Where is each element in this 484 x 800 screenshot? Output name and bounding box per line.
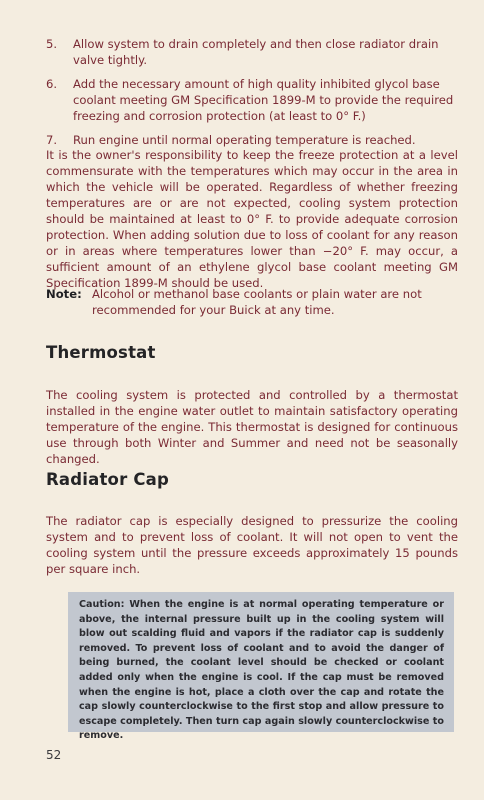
caution-box: Caution: When the engine is at normal operating temperature or above, the internal pressure built up in the cooling system will blow out scalding fluid and vapors if the radiator cap is suddenly removed. To prevent loss of coolant and to avoid the danger of being burned, the coolant level should be checked or coolant added only when the engine is cool. If the cap must be removed when the engine is hot, place a cloth over the cap and rotate the cap slowly counterclockwise to the first stop and allow pressure to escape completely. Then turn cap again slowly counterclockwise to remove. (68, 592, 454, 732)
step-text: Run engine until normal operating temperature is reached. (73, 133, 416, 147)
step-number: 5. (46, 37, 58, 51)
page-number: 52 (46, 748, 62, 762)
thermostat-heading: Thermostat (46, 343, 156, 362)
responsibility-paragraph: It is the owner's responsibility to keep the freeze protection at a level commensurate with the temperatures which may occur in the area in which the vehicle will be operated. Regardless of whether freezing temperatures are or are not expected, cooling system protection should be maintained at least to 0° F. to provide adequate corrosion protection. When adding solution due to loss of coolant for any reason or in areas where temperatures lower than −20° F. may occur, a sufficient amount of an ethylene glycol base coolant meeting GM Specification 1899-M should be used. (46, 148, 458, 290)
note-label: Note: (46, 287, 82, 301)
step-item (46, 76, 458, 124)
step-item (46, 36, 458, 68)
radiator-cap-paragraph: The radiator cap is especially designed to pressurize the cooling system and to prevent loss of coolant. It will not open to vent the cooling system until the pressure exceeds approximately 15 pounds per square inch. (46, 514, 458, 576)
step-number: 7. (46, 133, 58, 147)
note-text: Alcohol or methanol base coolants or plain water are not recommended for your Buick at any time. (92, 287, 422, 317)
note (46, 286, 458, 318)
step-item (46, 132, 458, 148)
step-number: 6. (46, 77, 58, 91)
radiator-cap-heading: Radiator Cap (46, 470, 169, 489)
procedure-steps (46, 36, 458, 156)
step-text: Allow system to drain completely and then close radiator drain valve tightly. (73, 37, 439, 67)
step-text: Add the necessary amount of high quality inhibited glycol base coolant meeting GM Specification 1899-M to provide the required freezing and corrosion protection (at least to 0° F.) (73, 77, 454, 123)
thermostat-paragraph: The cooling system is protected and controlled by a thermostat installed in the engine water outlet to maintain satisfactory operating temperature of the engine. This thermostat is designed for continuous use through both Winter and Summer and need not be seasonally changed. (46, 388, 458, 466)
